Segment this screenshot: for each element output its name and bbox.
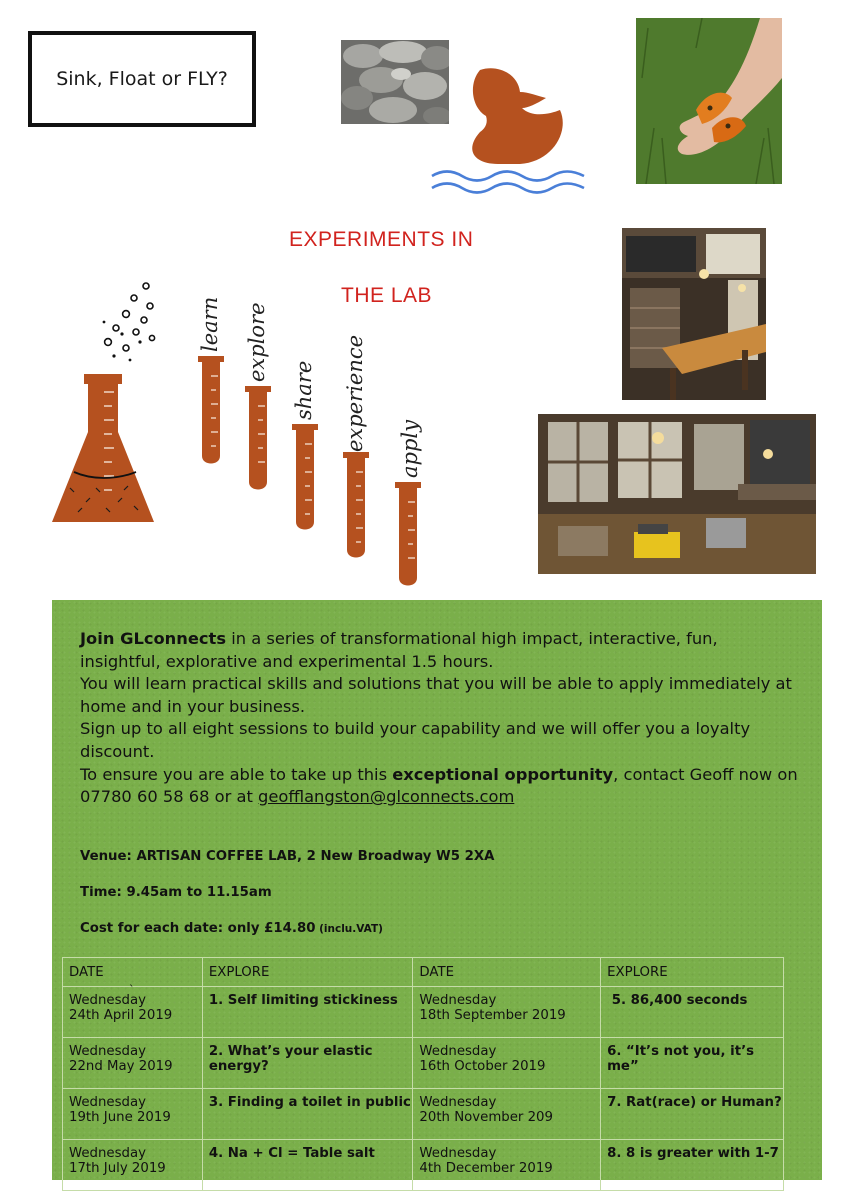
header-date-2: DATE xyxy=(413,958,601,987)
table-row: ` Wednesday 24th April 2019 1. Self limiting stickiness Wednesday 18th September 2019 5. 86,400 seconds xyxy=(63,987,784,1038)
label-share: share xyxy=(292,360,316,420)
cafe-photo-lower xyxy=(538,414,816,574)
test-tube-experience xyxy=(343,448,369,562)
test-tube-share xyxy=(292,420,318,534)
label-learn: learn xyxy=(198,296,222,352)
title-box xyxy=(28,31,256,127)
heading-line-2: THE LAB xyxy=(341,284,433,307)
test-tube-learn xyxy=(198,352,224,468)
duck-illustration xyxy=(428,62,588,202)
intro-line-3: Sign up to all eight sessions to build your capability and we will offer you a loyalty discount. xyxy=(80,719,751,761)
table-header-row xyxy=(63,958,784,987)
cost-note: (inclu.VAT) xyxy=(315,923,383,935)
time-text: Time: 9.45am to 11.15am xyxy=(80,885,272,900)
header-explore-1: EXPLORE xyxy=(202,958,413,987)
cost-text: Cost for each date: only £14.80 (inclu.VAT) xyxy=(80,921,383,936)
schedule-table xyxy=(62,957,784,1191)
label-explore: explore xyxy=(245,302,269,382)
flask-illustration xyxy=(46,276,166,528)
table-row: Wednesday 19th June 2019 3. Finding a toilet in public Wednesday 20th November 209 7. Rat(race) or Human? xyxy=(63,1089,784,1140)
cafe-photo-upper xyxy=(622,228,766,400)
brand-name: Join GLconnects xyxy=(80,629,227,648)
venue-text: Venue: ARTISAN COFFEE LAB, 2 New Broadway W5 2XA xyxy=(80,849,495,864)
table-row: Wednesday 22nd May 2019 2. What’s your elastic energy? Wednesday 16th October 2019 6. “It’s not you, it’s me” xyxy=(63,1038,784,1089)
test-tube-explore xyxy=(245,382,271,494)
stray-tick-mark: ` xyxy=(129,983,135,996)
header-explore-2: EXPLORE xyxy=(601,958,784,987)
table-row: Wednesday 17th July 2019 4. Na + Cl = Table salt Wednesday 4th December 2019 8. 8 is greater with 1-7 xyxy=(63,1140,784,1191)
opportunity-emphasis: exceptional opportunity xyxy=(392,764,614,784)
intro-text: Join GLconnects in a series of transformational high impact, interactive, fun, insightful, explorative and experimental 1.5 hours. You will learn practical skills and solutions that you will be able to apply immediately at home and in your business. Sign up to all eight sessions to build your capability and we will offer you a loyalty discount. To ensure you are able to take up this exceptional opportunity, contact Geoff now on 07780 60 58 68 or at geofflangston@glconnects.com xyxy=(80,629,798,807)
test-tube-apply xyxy=(395,478,421,590)
label-experience: experience xyxy=(343,334,367,452)
label-apply: apply xyxy=(398,420,422,478)
header-date-1: DATE xyxy=(63,958,203,987)
heading-line-1: EXPERIMENTS IN xyxy=(289,228,474,251)
intro-line-2: You will learn practical skills and solutions that you will be able to apply immediately at home and in your business. xyxy=(80,674,792,716)
email-link[interactable]: geofflangston@glconnects.com xyxy=(258,787,515,807)
butterfly-photo xyxy=(636,18,782,184)
page-title: Sink, Float or FLY? xyxy=(56,68,228,90)
